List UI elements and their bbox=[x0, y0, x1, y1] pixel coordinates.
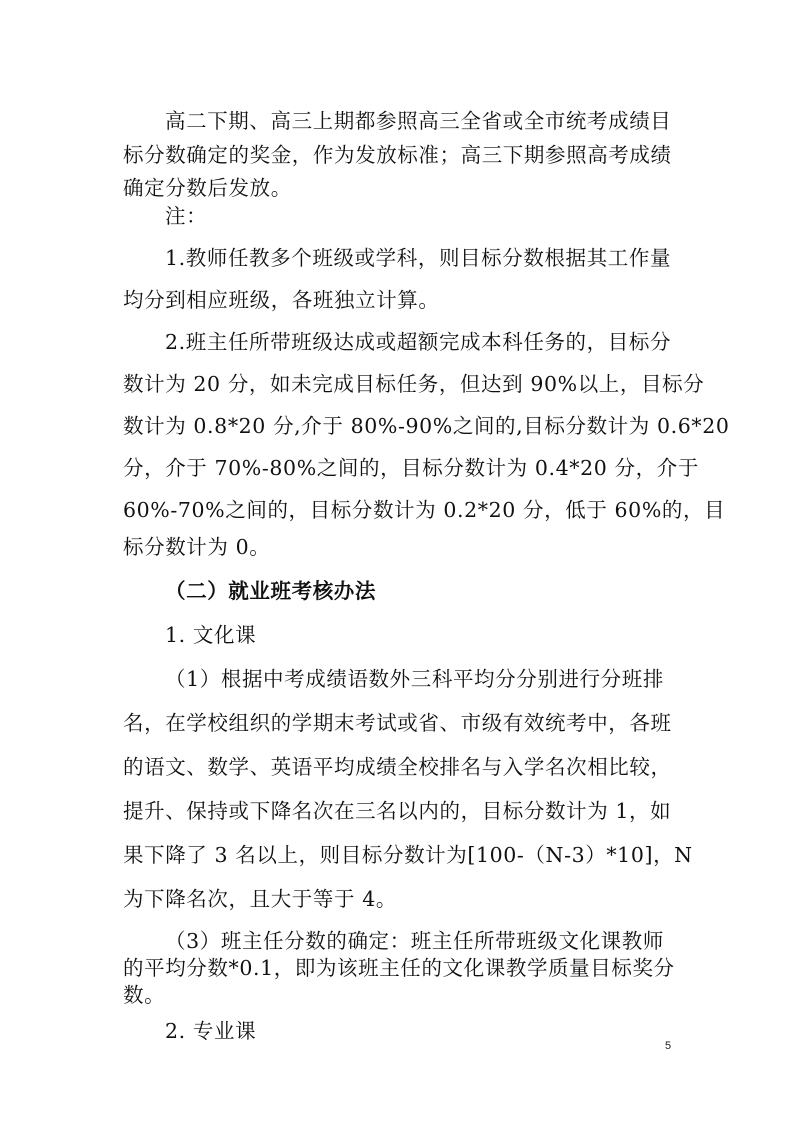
paragraph-line: 确定分数后发放。 bbox=[123, 176, 292, 200]
paragraph-line: 标分数计为 0。 bbox=[123, 535, 271, 559]
page-number: 5 bbox=[665, 1040, 672, 1052]
paragraph-line: 1.教师任教多个班级或学科，则目标分数根据其工作量 bbox=[165, 246, 672, 270]
paragraph-line: 均分到相应班级，各班独立计算。 bbox=[123, 288, 440, 312]
paragraph-line: 数。 bbox=[123, 983, 166, 1007]
paragraph-line: 提升、保持或下降名次在三名以内的，目标分数计为 1，如 bbox=[123, 799, 672, 823]
paragraph-line: 为下降名次，且大于等于 4。 bbox=[123, 887, 397, 911]
paragraph-line: 高二下期、高三上期都参照高三全省或全市统考成绩目 bbox=[165, 109, 672, 133]
paragraph-line: （3）班主任分数的确定：班主任所带班级文化课教师 bbox=[165, 929, 664, 953]
paragraph-line: 数计为 20 分，如未完成目标任务，但达到 90%以上，目标分 bbox=[123, 372, 705, 396]
section-heading: （二）就业班考核办法 bbox=[165, 579, 376, 603]
note-label: 注： bbox=[165, 204, 208, 228]
paragraph-line: 的平均分数*0.1，即为该班主任的文化课教学质量目标奖分 bbox=[123, 956, 675, 980]
paragraph-line: 分，介于 70%-80%之间的，目标分数计为 0.4*20 分，介于 bbox=[123, 456, 699, 480]
paragraph-line: 的语文、数学、英语平均成绩全校排名与入学名次相比较， bbox=[123, 755, 672, 779]
paragraph-line: （1）根据中考成绩语数外三科平均分分别进行分班排 bbox=[165, 667, 664, 691]
paragraph-line: 果下降了 3 名以上，则目标分数计为[100-（N-3）*10]，N bbox=[123, 843, 693, 867]
paragraph-line: 60%-70%之间的，目标分数计为 0.2*20 分，低于 60%的，目 bbox=[123, 498, 726, 522]
subsection-heading: 2. 专业课 bbox=[165, 1019, 257, 1043]
paragraph-line: 标分数确定的奖金，作为发放标准；高三下期参照高考成绩 bbox=[123, 143, 672, 167]
paragraph-line: 2.班主任所带班级达成或超额完成本科任务的，目标分 bbox=[165, 330, 672, 354]
paragraph-line: 名，在学校组织的学期末考试或省、市级有效统考中，各班 bbox=[123, 711, 672, 735]
subsection-heading: 1. 文化课 bbox=[165, 623, 257, 647]
paragraph-line: 数计为 0.8*20 分,介于 80%-90%之间的,目标分数计为 0.6*20 bbox=[123, 414, 730, 438]
